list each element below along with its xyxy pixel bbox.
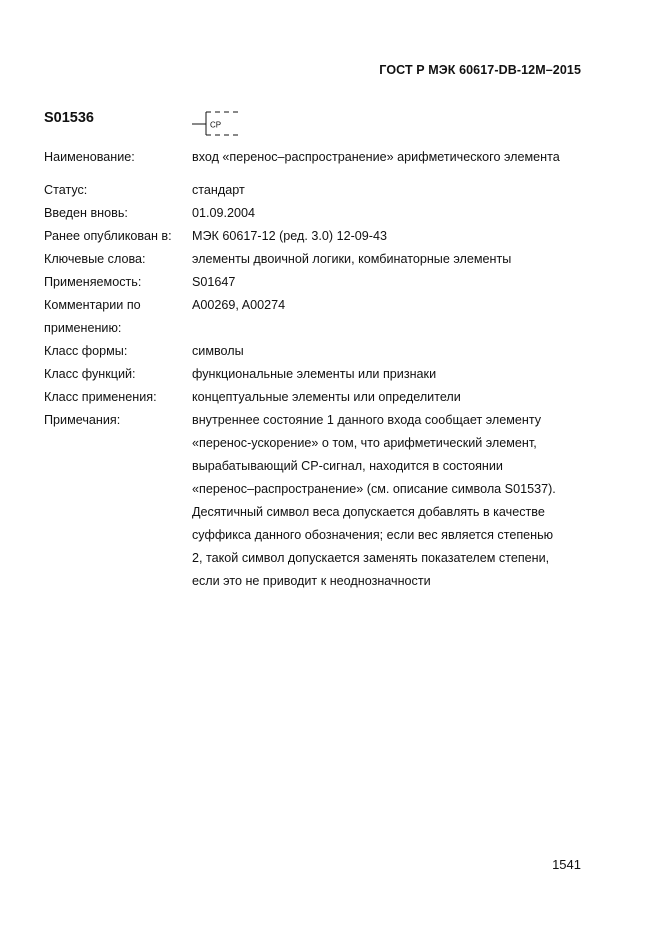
field-value-line: A00269, A00274 bbox=[192, 298, 286, 312]
field-label: Введен вновь: bbox=[44, 206, 128, 220]
field-label: Ранее опубликован в: bbox=[44, 229, 172, 243]
field-label: Ключевые слова: bbox=[44, 252, 146, 266]
field-label: Статус: bbox=[44, 183, 88, 197]
field-label-line: применению: bbox=[44, 321, 122, 335]
field-value bbox=[192, 363, 592, 386]
field-value-line: 01.09.2004 bbox=[192, 206, 256, 220]
field-value-line: функциональные элементы или признаки bbox=[192, 367, 437, 381]
field-label: Наименование: bbox=[44, 150, 135, 164]
field-value bbox=[192, 271, 592, 294]
field-value bbox=[192, 386, 592, 409]
page-number: 1541 bbox=[552, 857, 581, 872]
field-value-line: суффикса данного обозначения; если вес является степенью bbox=[192, 528, 554, 542]
document-header: ГОСТ Р МЭК 60617-DB-12M–2015 bbox=[379, 63, 581, 77]
field-value-line: 2, такой символ допускается заменять показателем степени, bbox=[192, 551, 550, 565]
field-value bbox=[192, 225, 592, 248]
symbol-text: CP bbox=[210, 120, 222, 130]
field-value bbox=[192, 409, 592, 593]
field-label: Класс формы: bbox=[44, 344, 128, 358]
field-label: Примечания: bbox=[44, 413, 121, 427]
field-label: Применяемость: bbox=[44, 275, 142, 289]
field-value-line: «перенос–распространение» (см. описание символа S01537). bbox=[192, 482, 556, 496]
field-label: Класс функций: bbox=[44, 367, 136, 381]
field-value-line: вырабатывающий CP-сигнал, находится в состоянии bbox=[192, 459, 503, 473]
field-value-line: символы bbox=[192, 344, 244, 358]
field-label-line: Комментарии по bbox=[44, 298, 141, 312]
field-value-line: S01647 bbox=[192, 275, 236, 289]
field-value bbox=[192, 179, 592, 202]
field-label bbox=[44, 294, 190, 340]
field-label: Класс применения: bbox=[44, 390, 157, 404]
field-value bbox=[192, 294, 592, 317]
field-value-line: элементы двоичной логики, комбинаторные элементы bbox=[192, 252, 512, 266]
field-value-line: «перенос-ускорение» о том, что арифметический элемент, bbox=[192, 436, 537, 450]
field-value bbox=[192, 248, 592, 271]
field-value bbox=[192, 340, 592, 363]
field-value-line: внутреннее состояние 1 данного входа сообщает элементу bbox=[192, 413, 542, 427]
field-value-line: стандарт bbox=[192, 183, 245, 197]
field-value bbox=[192, 146, 592, 169]
field-value-line: Десятичный символ веса допускается добавлять в качестве bbox=[192, 505, 545, 519]
field-value-line: если это не приводит к неоднозначности bbox=[192, 574, 431, 588]
cp-input-symbol-icon bbox=[192, 110, 242, 138]
field-value-line: вход «перенос–распространение» арифметического элемента bbox=[192, 150, 560, 164]
symbol-code: S01536 bbox=[44, 110, 94, 126]
field-value-line: концептуальные элементы или определители bbox=[192, 390, 461, 404]
field-value-line: МЭК 60617-12 (ред. 3.0) 12-09-43 bbox=[192, 229, 387, 243]
field-value bbox=[192, 202, 592, 225]
